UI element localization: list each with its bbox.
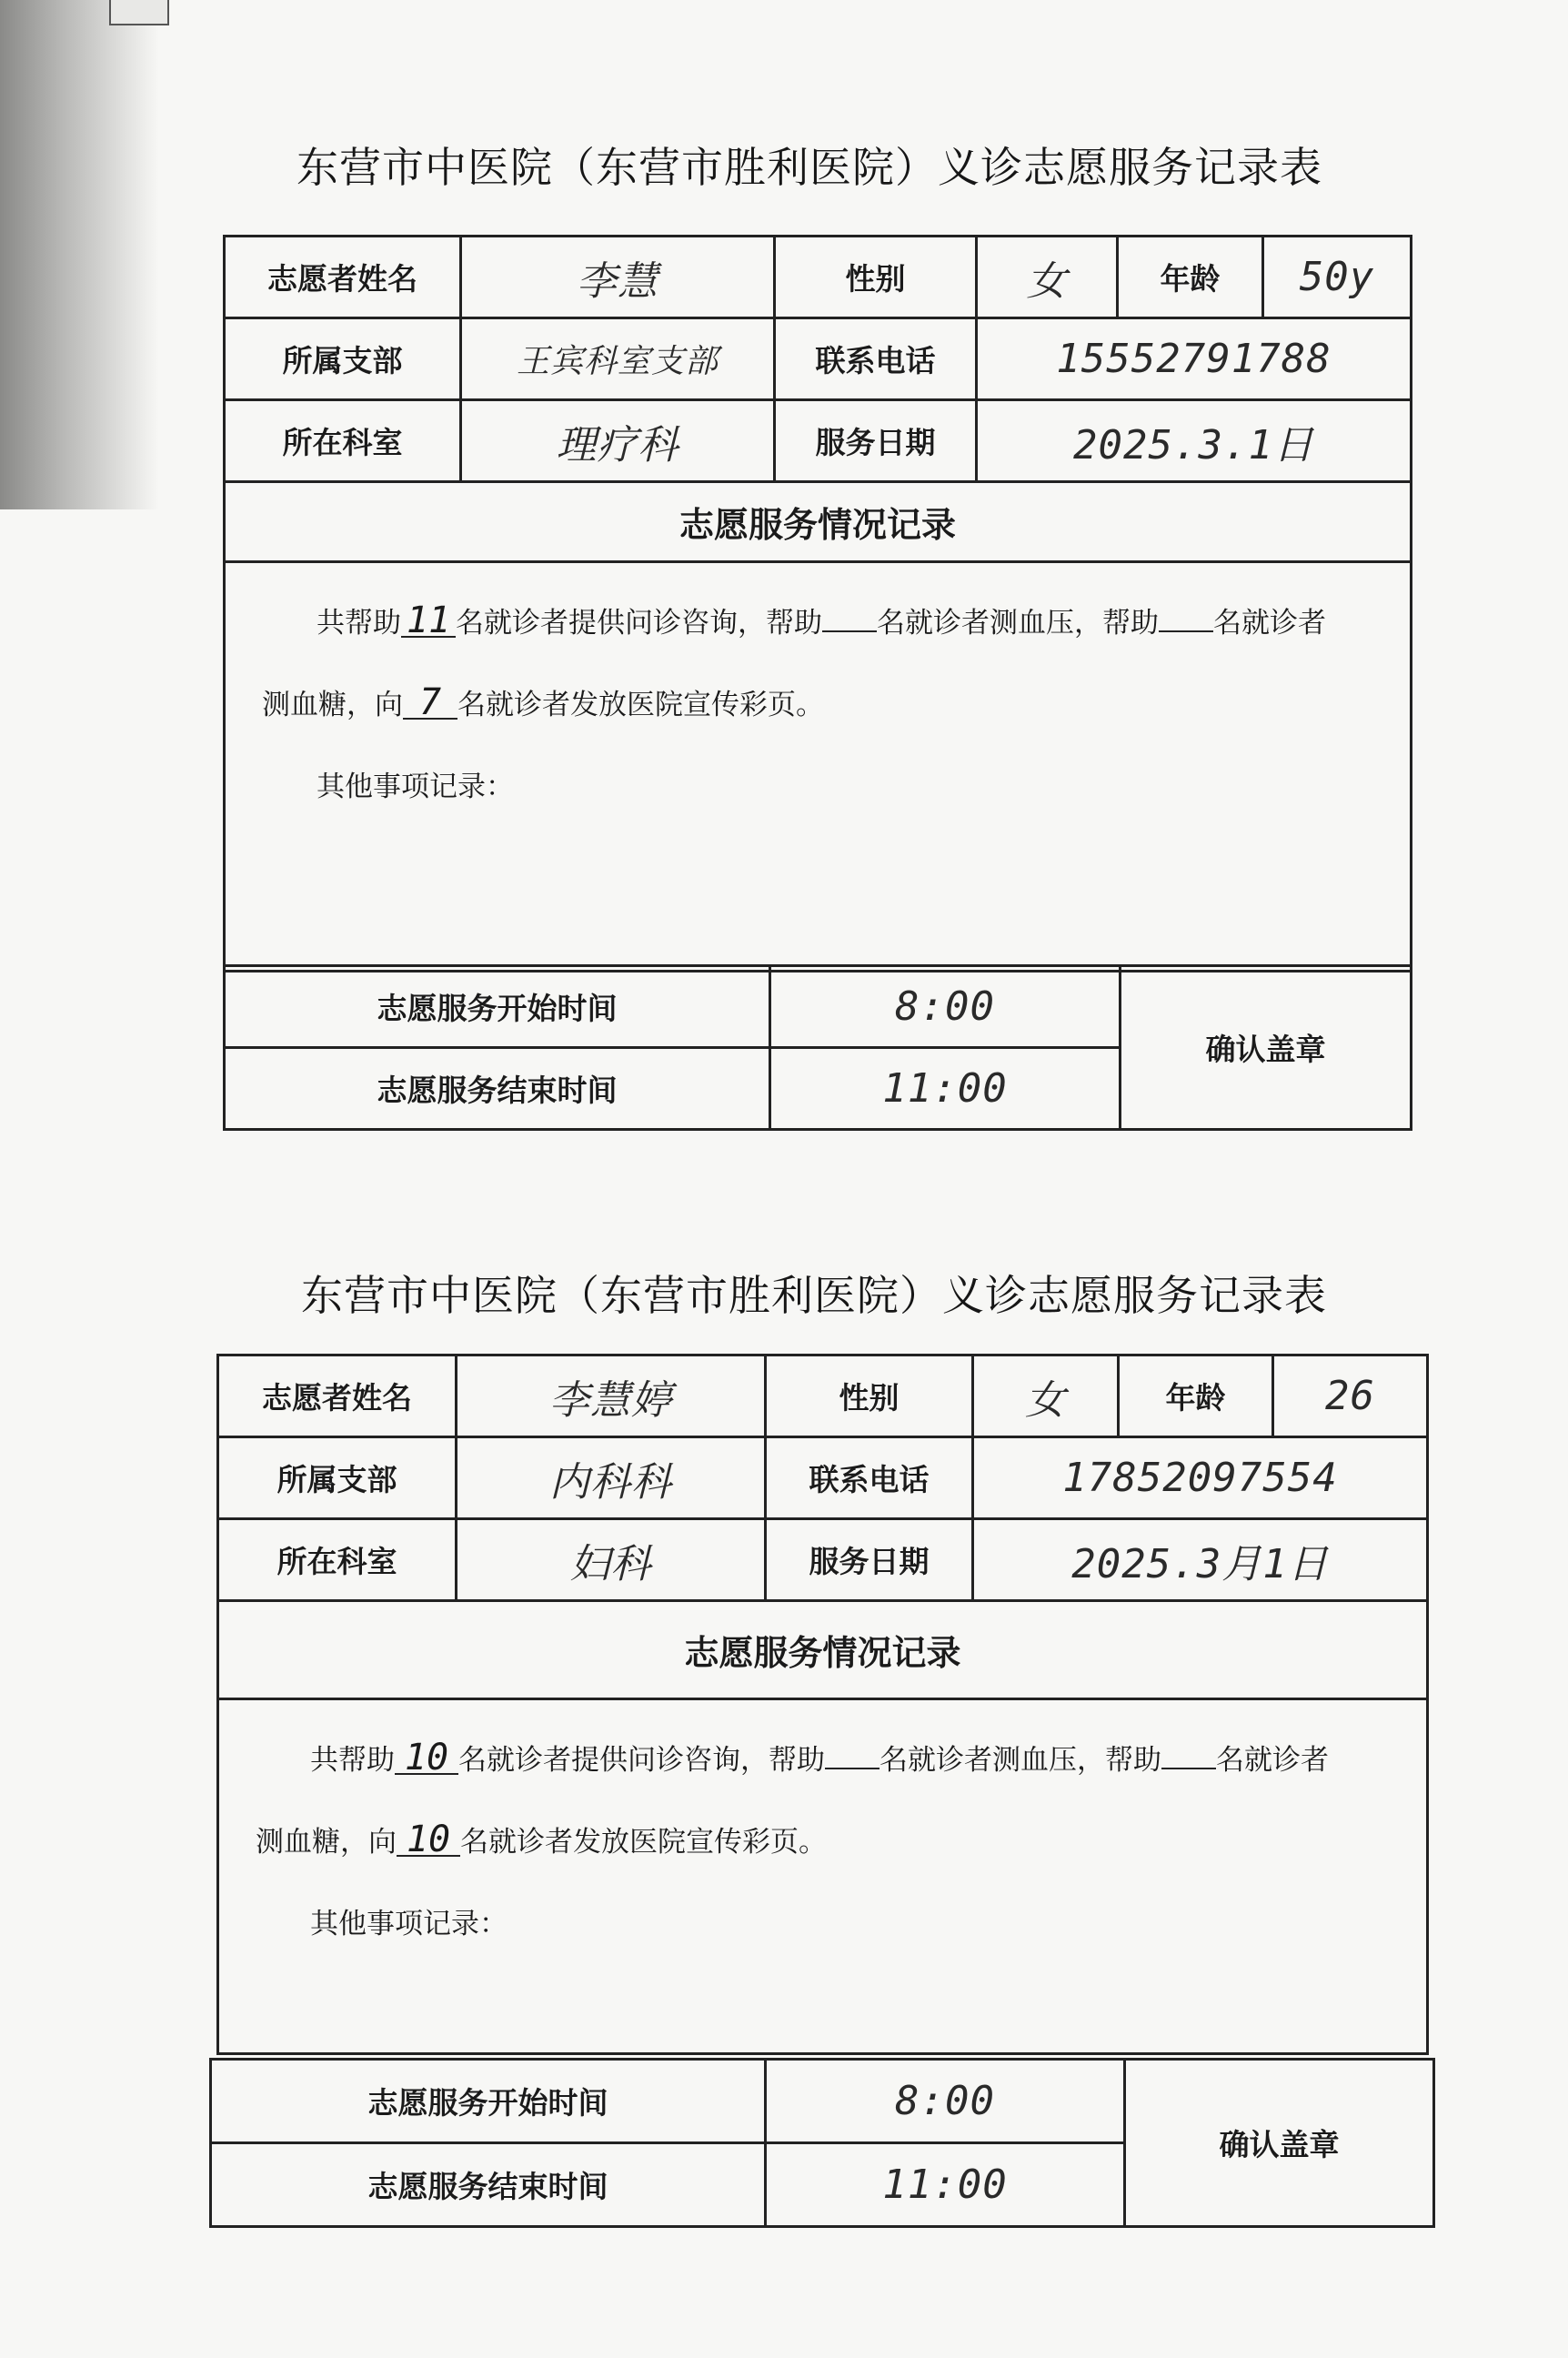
value-age: 26: [1273, 1355, 1428, 1437]
flyer-count: 7: [403, 687, 457, 720]
value-gender: 女: [973, 1355, 1119, 1437]
record-line-1: 共帮助 11 名就诊者提供问诊咨询，帮助 名就诊者测血压，帮助 名就诊者: [317, 600, 1326, 641]
other-notes-label: 其他事项记录：: [317, 771, 514, 803]
value-phone: 17852097554: [973, 1437, 1428, 1519]
consult-count: 11: [401, 605, 456, 638]
consult-count: 10: [395, 1742, 458, 1775]
value-phone: 15552791788: [977, 318, 1412, 400]
value-branch: 内科科: [457, 1437, 766, 1519]
scan-edge-shadow: [0, 0, 159, 509]
form-title: 东营市中医院（东营市胜利医院）义诊志愿服务记录表: [301, 1271, 1327, 1320]
label-name: 志愿者姓名: [218, 1355, 457, 1437]
value-end-time: 11:00: [770, 1048, 1121, 1130]
value-age: 50y: [1263, 237, 1412, 318]
section-heading: 志愿服务情况记录: [218, 1601, 1428, 1699]
record-line-2: 测血糖，向 7 名就诊者发放医院宣传彩页。: [262, 681, 824, 723]
label-age: 年龄: [1119, 1355, 1273, 1437]
label-department: 所在科室: [225, 400, 461, 482]
label-department: 所在科室: [218, 1519, 457, 1601]
label-service-date: 服务日期: [766, 1519, 973, 1601]
label-start-time: 志愿服务开始时间: [211, 2060, 766, 2143]
label-branch: 所属支部: [225, 318, 461, 400]
value-name: 李慧婷: [457, 1355, 766, 1437]
binder-clip: [109, 0, 169, 25]
flyer-count: 10: [397, 1824, 460, 1857]
record-line-2: 测血糖，向 10 名就诊者发放医院宣传彩页。: [256, 1819, 827, 1860]
label-phone: 联系电话: [766, 1437, 973, 1519]
label-phone: 联系电话: [775, 318, 977, 400]
label-branch: 所属支部: [218, 1437, 457, 1519]
value-start-time: 8:00: [766, 2060, 1125, 2143]
value-gender: 女: [977, 237, 1118, 318]
label-start-time: 志愿服务开始时间: [225, 966, 770, 1048]
service-time-table: [223, 964, 1412, 1131]
section-heading: 志愿服务情况记录: [225, 482, 1412, 562]
label-end-time: 志愿服务结束时间: [211, 2143, 766, 2227]
label-seal: 确认盖章: [1125, 2060, 1434, 2227]
other-notes-label: 其他事项记录：: [310, 1908, 508, 1940]
value-end-time: 11:00: [766, 2143, 1125, 2227]
service-record-body: [225, 562, 1412, 972]
label-age: 年龄: [1118, 237, 1263, 318]
bp-count: [822, 630, 877, 632]
label-gender: 性别: [775, 237, 977, 318]
label-gender: 性别: [766, 1355, 973, 1437]
record-line-1: 共帮助 10 名就诊者提供问诊咨询，帮助 名就诊者测血压，帮助 名就诊者: [310, 1737, 1329, 1779]
volunteer-info-table: [216, 1354, 1429, 2055]
label-end-time: 志愿服务结束时间: [225, 1048, 770, 1130]
value-department: 理疗科: [461, 400, 775, 482]
value-department: 妇科: [457, 1519, 766, 1601]
volunteer-info-table: [223, 235, 1412, 972]
label-seal: 确认盖章: [1121, 966, 1412, 1130]
bp-count: [825, 1768, 879, 1769]
value-branch: 王宾科室支部: [461, 318, 775, 400]
value-service-date: 2025.3.1日: [977, 400, 1412, 482]
label-service-date: 服务日期: [775, 400, 977, 482]
value-service-date: 2025.3月1日: [973, 1519, 1428, 1601]
form-title: 东营市中医院（东营市胜利医院）义诊志愿服务记录表: [297, 143, 1322, 192]
service-time-table: [209, 2058, 1435, 2228]
bg-count: [1159, 630, 1213, 632]
value-name: 李慧: [461, 237, 775, 318]
value-start-time: 8:00: [770, 966, 1121, 1048]
label-name: 志愿者姓名: [225, 237, 461, 318]
bg-count: [1161, 1768, 1216, 1769]
service-record-body: [218, 1699, 1428, 2054]
